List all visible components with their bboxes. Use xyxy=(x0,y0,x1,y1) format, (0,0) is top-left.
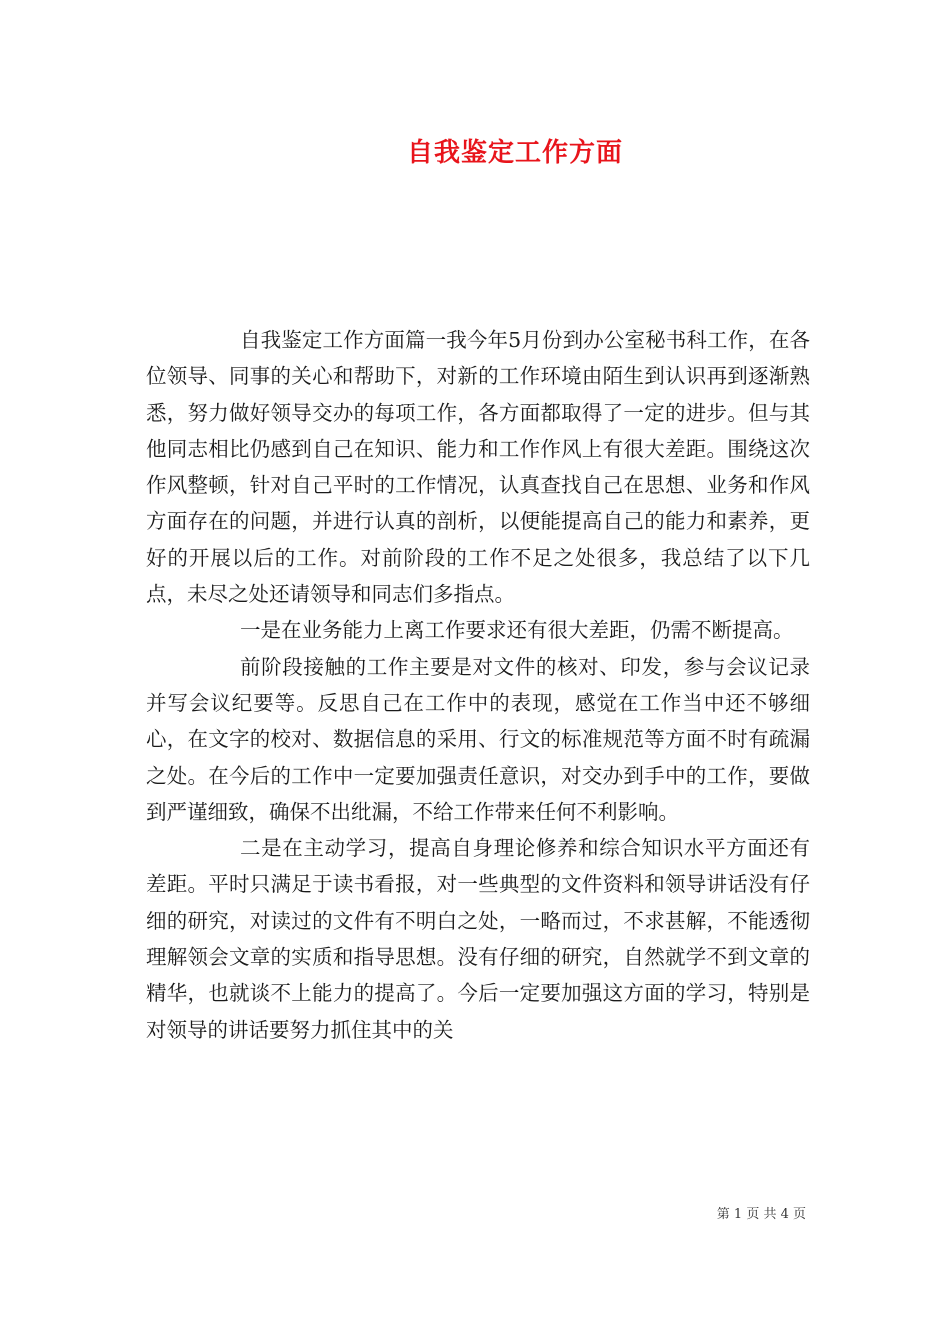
page-number: 第 1 页 共 4 页 xyxy=(716,1207,806,1222)
paragraph-point-one: 一是在业务能力上离工作要求还有很大差距，仍需不断提高。 xyxy=(240,618,794,643)
page-title: 自我鉴定工作方面 xyxy=(406,138,623,168)
paragraph-point-one-detail: 前阶段接触的工作主要是对文件的核对、印发，参与会议记录并写会议纪要等。反思自己在工作中的表现，感觉在工作当中还不够细心，在文字的校对、数据信息的采用、行文的标准规范等方面不时有疏漏之处。在今后的工作中一定要加强责任意识，对交办到手中的工作，要做到严谨细致，确保不出纰漏，不给工作带来任何不利影响。 xyxy=(146,654,810,824)
document-body xyxy=(146,322,810,1048)
paragraph-intro: 自我鉴定工作方面篇一我今年5月份到办公室秘书科工作，在各位领导、同事的关心和帮助下，对新的工作环境由陌生到认识再到逐渐熟悉，努力做好领导交办的每项工作，各方面都取得了一定的进步。但与其他同志相比仍感到自己在知识、能力和工作作风上有很大差距。围绕这次作风整顿，针对自己平时的工作情况，认真查找自己在思想、业务和作风方面存在的问题，并进行认真的剖析，以便能提高自己的能力和素养，更好的开展以后的工作。对前阶段的工作不足之处很多，我总结了以下几点，未尽之处还请领导和同志们多指点。 xyxy=(146,328,810,607)
paragraph-point-two: 二是在主动学习，提高自身理论修养和综合知识水平方面还有差距。平时只满足于读书看报，对一些典型的文件资料和领导讲话没有仔细的研究，对读过的文件有不明白之处，一略而过，不求甚解，不能透彻理解领会文章的实质和指导思想。没有仔细的研究，自然就学不到文章的精华，也就谈不上能力的提高了。今后一定要加强这方面的学习，特别是对领导的讲话要努力抓住其中的关 xyxy=(146,836,810,1042)
